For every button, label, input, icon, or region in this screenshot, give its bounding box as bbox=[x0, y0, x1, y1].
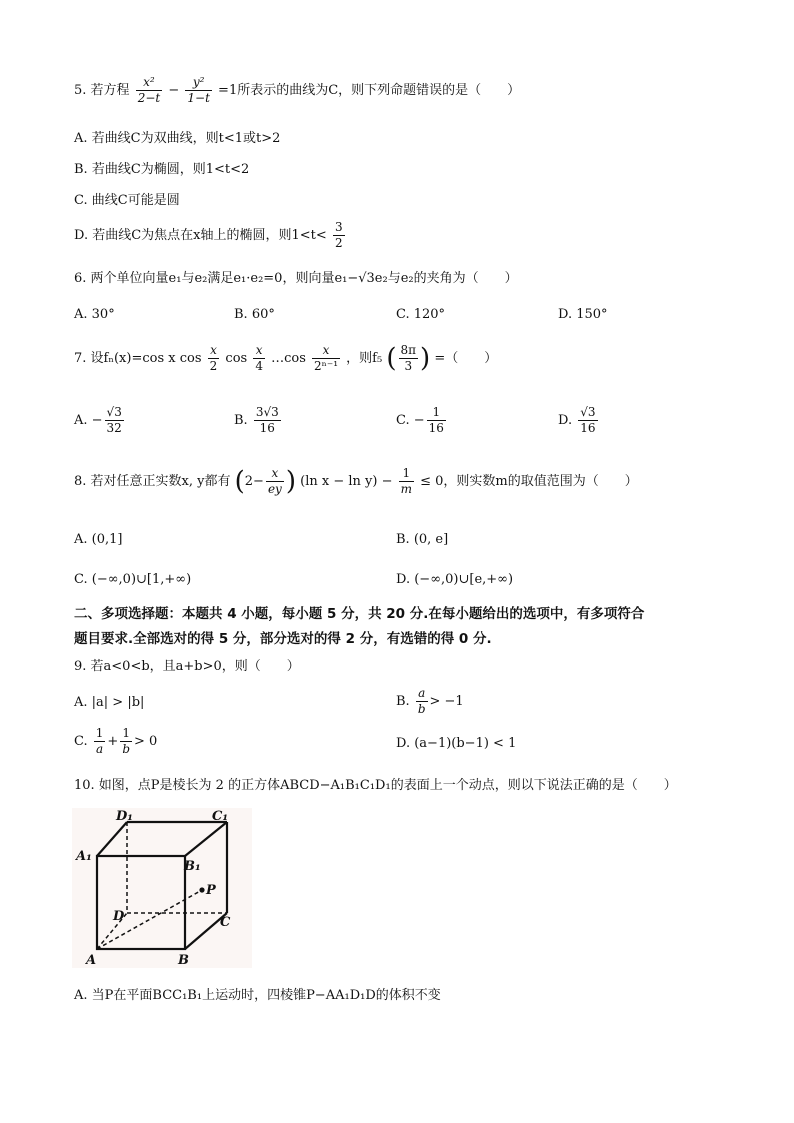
label-a1: A₁ bbox=[76, 849, 92, 864]
q6-option-b: B. 60° bbox=[234, 307, 275, 322]
q5-tail: =1所表示的曲线为C，则下列命题错误的是（ ） bbox=[218, 83, 521, 98]
q6-option-a: A. 30° bbox=[74, 307, 115, 322]
label-c: C bbox=[220, 915, 231, 930]
label-b: B bbox=[178, 953, 189, 968]
q9-option-d: D. (a−1)(b−1) < 1 bbox=[396, 736, 517, 751]
q7-option-a: A. − $\frac{√3}{32}$ bbox=[74, 405, 122, 435]
label-d: D bbox=[113, 909, 125, 924]
q8-option-b: B. (0, e] bbox=[396, 532, 449, 547]
q5-option-d: D. 若曲线C为焦点在x轴上的椭圆，则1<t< $\frac{3}{2}$ bbox=[74, 220, 343, 250]
label-d1: D₁ bbox=[116, 809, 133, 824]
q7-option-b: B. $\frac{3√3}{16}$ bbox=[234, 405, 279, 435]
q9-option-b: B. $\frac{a}{b}$ > −1 bbox=[396, 686, 464, 716]
q8-option-a: A. (0,1] bbox=[74, 532, 123, 547]
q7-option-c: C. − $\frac{1}{16}$ bbox=[396, 405, 444, 435]
q5-option-b: B. 若曲线C为椭圆，则1<t<2 bbox=[74, 162, 250, 177]
q7-option-d: D. $\frac{√3}{16}$ bbox=[558, 405, 596, 435]
q6-option-c: C. 120° bbox=[396, 307, 446, 322]
q5-stem: 5. 若方程 $\frac{\text{x²}}{2-t}$ − $\frac{\text{y²}}{1-t}$ =1所表示的曲线为C，则下列命题错误的是（ ） bbox=[74, 75, 521, 105]
q9-stem: 9. 若a<0<b，且a+b>0，则（ ） bbox=[74, 659, 300, 674]
section-heading-line1: 二、多项选择题：本题共 4 小题，每小题 5 分，共 20 分.在每小题给出的选项中，有多项符合 bbox=[74, 606, 645, 622]
label-b1: B₁ bbox=[184, 859, 201, 874]
q8-option-d: D. (−∞,0)∪[e,+∞) bbox=[396, 572, 514, 587]
q6-stem: 6. 两个单位向量e₁与e₂满足e₁·e₂=0，则向量e₁−√3e₂与e₂的夹角为（ ） bbox=[74, 271, 518, 286]
q5-d-frac: $\frac{3}{2}$ bbox=[334, 220, 343, 250]
label-p: P bbox=[206, 883, 216, 898]
figure-background bbox=[72, 808, 252, 968]
q5-frac1: $\frac{\text{x²}}{2-t}$ bbox=[137, 75, 161, 105]
q5-option-c: C. 曲线C可能是圆 bbox=[74, 193, 180, 208]
q10-stem: 10. 如图，点P是棱长为 2 的正方体ABCD−A₁B₁C₁D₁的表面上一个动点，则以下说法正确的是（ ） bbox=[74, 778, 677, 793]
q5-option-a: A. 若曲线C为双曲线，则t<1或t>2 bbox=[74, 131, 281, 146]
q5-lead: 5. 若方程 bbox=[74, 83, 130, 98]
point-p bbox=[199, 887, 204, 892]
q8-option-c: C. (−∞,0)∪[1,+∞) bbox=[74, 572, 192, 587]
q6-option-d: D. 150° bbox=[558, 307, 608, 322]
q5-frac2: $\frac{\text{y²}}{1-t}$ bbox=[187, 75, 210, 105]
q9-option-a: A. |a| > |b| bbox=[74, 695, 145, 710]
cube-figure bbox=[72, 808, 252, 968]
q10-option-a: A. 当P在平面BCC₁B₁上运动时，四棱锥P−AA₁D₁D的体积不变 bbox=[74, 988, 441, 1003]
q7-stem: 7. 设fₙ(x)=cos x cos $\frac{x}{2}$ cos $\frac{x}{4}$ …cos $\frac{x}{\text{2ⁿ⁻¹}}$ ，则f₅ ( $\frac{8\pi}{3}$ ) =（ ） bbox=[74, 343, 498, 374]
q8-stem: 8. 若对任意正实数x, y都有 (2− $\frac{x}{ey}$ ) (ln x − ln y) − $\frac{1}{m}$ ≤ 0，则实数m的取值范围为（ ） bbox=[74, 466, 638, 497]
section-heading-line2: 题目要求.全部选对的得 5 分，部分选对的得 2 分，有选错的得 0 分. bbox=[74, 631, 492, 647]
label-a: A bbox=[86, 953, 97, 968]
label-c1: C₁ bbox=[212, 809, 229, 824]
q9-option-c: C. $\frac{1}{a}$ + $\frac{1}{b}$ > 0 bbox=[74, 726, 158, 756]
